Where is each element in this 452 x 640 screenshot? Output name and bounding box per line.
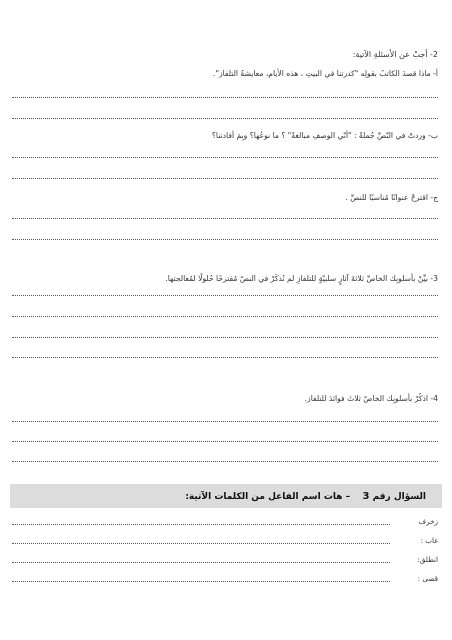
answer-line[interactable] bbox=[12, 178, 438, 179]
answer-line[interactable] bbox=[12, 357, 438, 358]
answer-line[interactable] bbox=[12, 295, 438, 296]
question-2b-text: ب- وردتْ في النّصِّ جُملةٌ : "أنّي الوصفِ مبالغةٌ" ؟ ما نوعُها؟ وبِمَ أفادتنا؟ bbox=[211, 131, 438, 140]
word-row bbox=[12, 573, 438, 585]
answer-line[interactable] bbox=[12, 316, 438, 317]
answer-line[interactable] bbox=[12, 461, 438, 462]
word-label: انطلق: bbox=[417, 555, 438, 564]
answer-line[interactable] bbox=[12, 157, 438, 158]
answer-line[interactable] bbox=[12, 562, 390, 563]
answer-line[interactable] bbox=[12, 581, 390, 582]
section-3-title: – هات اسم الفاعل من الكلمات الآتية: bbox=[185, 492, 351, 502]
question-3-text: 3- بيِّنْ بأسلوبِك الخاصِّ ثلاثةَ آثارٍ سلبيّةٍ للتلفازِ لم تُذكَرْ في النصّ مُقترحًا حُلولًا لمُعالجتها. bbox=[165, 274, 438, 283]
answer-line[interactable] bbox=[12, 118, 438, 119]
answer-line[interactable] bbox=[12, 239, 438, 240]
word-label: زخرف bbox=[418, 517, 438, 526]
question-2a-text: أ- ماذا قصدَ الكاتبُ بقولِه "كدرتنا في البيتِ ، هذه الأيام، معايشةُ التلفاز". bbox=[213, 69, 438, 78]
answer-line[interactable] bbox=[12, 337, 438, 338]
section-3-banner bbox=[10, 484, 442, 508]
question-2c-text: ج- اقترحْ عنوانًا مُناسبًا للنصِّ . bbox=[345, 193, 438, 202]
word-label: قضى : bbox=[417, 574, 438, 583]
answer-line[interactable] bbox=[12, 97, 438, 98]
question-4-text: 4- اذكُرْ بأسلوبِك الخاصّ ثلاثَ فوائدَ للتلفاز. bbox=[304, 394, 438, 403]
answer-line[interactable] bbox=[12, 524, 390, 525]
word-row bbox=[12, 535, 438, 547]
answer-line[interactable] bbox=[12, 218, 438, 219]
section-3-label: السؤال رقم bbox=[372, 492, 426, 502]
answer-line[interactable] bbox=[12, 441, 438, 442]
word-row bbox=[12, 516, 438, 528]
word-row bbox=[12, 554, 438, 566]
word-label: غاب : bbox=[420, 536, 438, 545]
answer-line[interactable] bbox=[12, 421, 438, 422]
question-2-title: 2- أجبْ عن الأسئلةِ الآتية: bbox=[352, 50, 438, 59]
section-3-heading bbox=[185, 491, 426, 503]
section-3-number: 3 bbox=[362, 491, 370, 502]
answer-line[interactable] bbox=[12, 543, 390, 544]
